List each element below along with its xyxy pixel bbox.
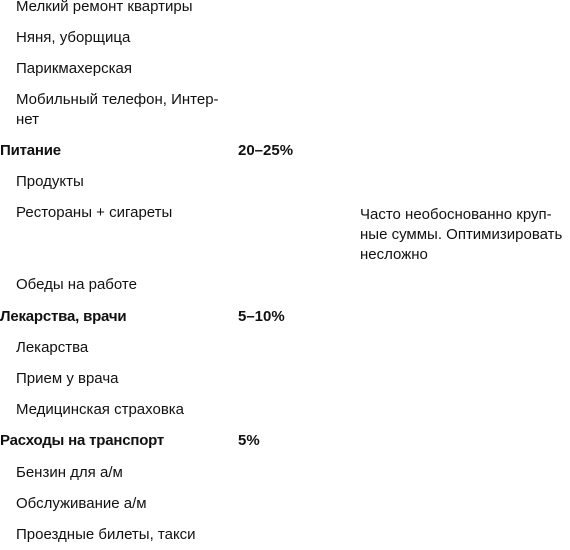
expense-item-name: Проездные билеты, такси (16, 526, 196, 543)
expense-item-name: Рестораны + сигареты (16, 204, 173, 221)
category-percent: 20–25% (238, 142, 294, 159)
expense-item-name: Обеды на работе (16, 276, 137, 293)
expense-note (360, 205, 565, 265)
expense-item-name: Лекарства (16, 339, 89, 356)
expense-note-line: Часто необоснованно круп- (360, 206, 552, 223)
expense-item-name: Продукты (16, 173, 84, 190)
expense-note-line: несложно (360, 246, 428, 263)
expense-item-name: Медицинская страховка (16, 401, 185, 418)
expense-item-name: Прием у врача (16, 370, 119, 387)
category-percent: 5% (238, 432, 260, 449)
expense-item-name (16, 90, 226, 130)
category-name: Расходы на транспорт (0, 432, 165, 449)
category-percent: 5–10% (238, 308, 285, 325)
expense-note-line: ные суммы. Оптимизировать (360, 226, 563, 243)
expense-item-name-line: нет (16, 111, 39, 128)
expense-item-name: Мелкий ремонт квартиры (16, 0, 193, 15)
expense-item-name: Парикмахерская (16, 60, 132, 77)
expense-item-name: Обслуживание а/м (16, 495, 147, 512)
expense-item-name-line: Мобильный телефон, Интер- (16, 91, 219, 108)
category-name: Лекарства, врачи (0, 308, 127, 325)
expense-item-name: Бензин для а/м (16, 464, 123, 481)
expense-item-name: Няня, уборщица (16, 29, 131, 46)
category-name: Питание (0, 142, 61, 159)
